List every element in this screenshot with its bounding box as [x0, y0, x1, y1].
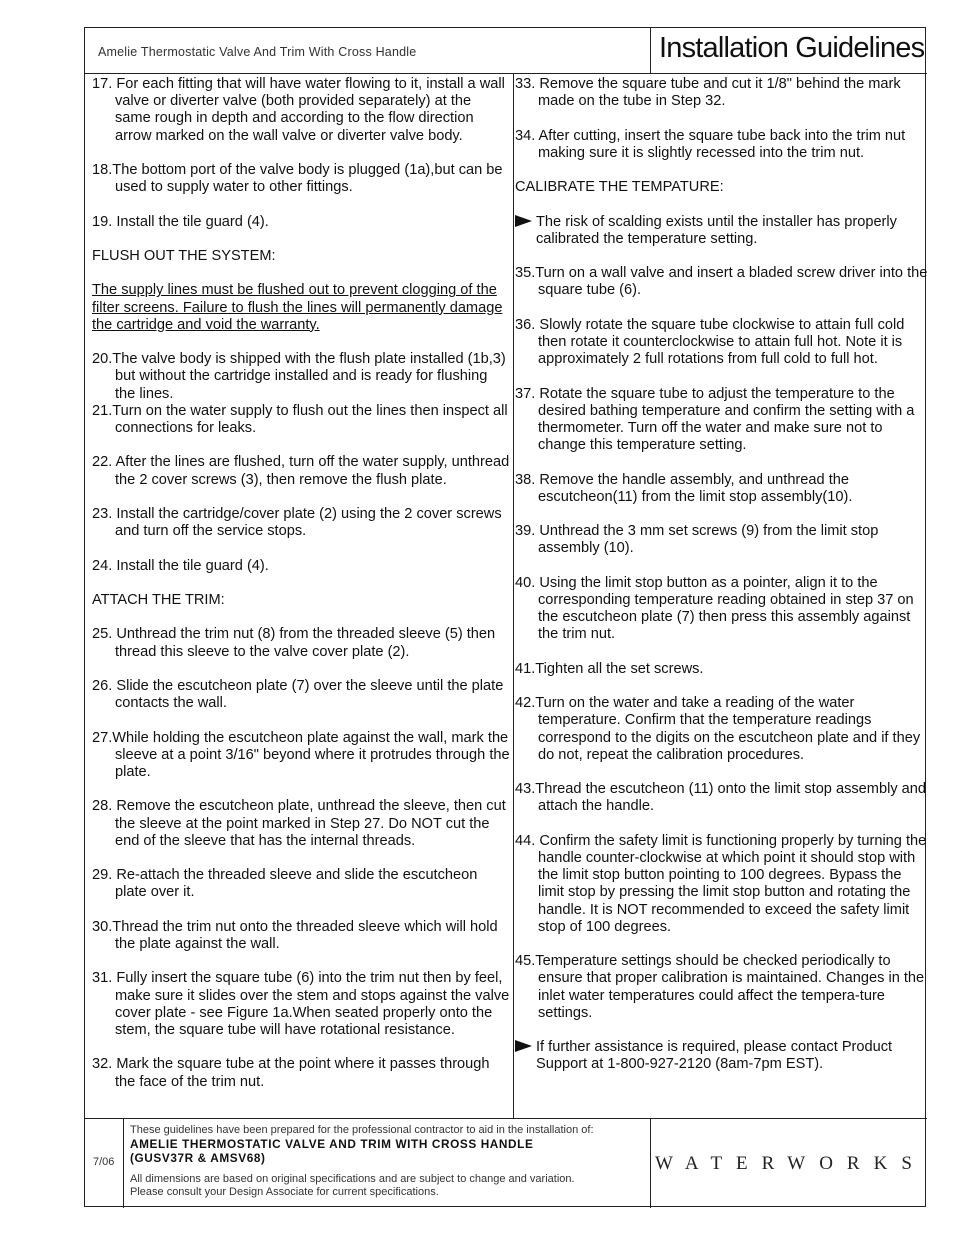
footer-date-cell [85, 1119, 124, 1208]
step-item: 37. Rotate the square tube to adjust the temperature to the desired bathing temperature and confirm the setting with a thermometer. Turn off the water and make sure not to change this temperature setting. [515, 385, 915, 454]
note-item [515, 1039, 929, 1073]
step-item: 22. After the lines are flushed, turn off the water supply, unthread the 2 cover screws (3), then remove the flush plate. [92, 454, 510, 488]
step-item: 36. Slowly rotate the square tube clockwise to attain full cold then rotate it counterclockwise to attain full hot. Note it is approximately 2 full rotations from full cold to full hot. [515, 316, 905, 368]
step-item: 21.Turn on the water supply to flush out the lines then inspect all connections for leaks. [92, 402, 508, 436]
step-item: 33. Remove the square tube and cut it 1/8" behind the mark made on the tube in Step 32. [515, 76, 901, 110]
left-column [92, 76, 510, 1091]
note-item [515, 214, 929, 248]
pointer-arrow-icon [515, 1040, 532, 1052]
step-item: 44. Confirm the safety limit is functioning properly by turning the handle counter-clockwise at which point it should stop with the limit stop button pointing to 100 degrees. Bypass the limit stop by pressing the limit stop button and rotating the handle. It is NOT recommended to exceed the safety limit stop of 100 degrees. [515, 832, 927, 935]
section-heading: ATTACH THE TRIM: [92, 591, 225, 608]
revision-date: 7/06 [93, 1156, 115, 1168]
step-item: 20.The valve body is shipped with the flush plate installed (1b,3) but without the cartridge installed and is ready for flushing the lines. [92, 351, 506, 402]
step-item: 27.While holding the escutcheon plate against the wall, mark the sleeve at a point 3/16" beyond where it protrudes through the plate. [92, 729, 510, 780]
section-heading: CALIBRATE THE TEMPATURE: [515, 179, 724, 196]
section-heading: FLUSH OUT THE SYSTEM: [92, 247, 276, 264]
step-item: 34. After cutting, insert the square tube back into the trim nut making sure it is slightly recessed into the trim nut. [515, 127, 906, 161]
footer [85, 1118, 927, 1208]
step-item: 24. Install the tile guard (4). [92, 557, 269, 574]
footer-info-cell [124, 1119, 651, 1208]
right-column [515, 76, 929, 1074]
step-item: 31. Fully insert the square tube (6) into the trim nut then by feel, make sure it slides over the stem and stops against the valve cover plate - see Figure 1a.When seated properly onto the stem, the square tube will have rotational resistance. [92, 970, 510, 1038]
disclaimer-line-2: Please consult your Design Associate for current specifications. [130, 1186, 439, 1198]
step-item: 45.Temperature settings should be checked periodically to ensure that proper calibration is maintained. Changes in the inlet water temperatures could affect the tempera-ture settings. [515, 953, 925, 1021]
step-item: 32. Mark the square tube at the point where it passes through the face of the trim nut. [92, 1056, 490, 1090]
brand-cell [651, 1119, 927, 1208]
prepared-note: These guidelines have been prepared for the professional contractor to aid in the installation of: [130, 1124, 594, 1136]
step-item: 42.Turn on the water and take a reading of the water temperature. Confirm that the temperature readings correspond to the digits on the escutcheon plate and if they do not, repeat the calibration procedures. [515, 695, 921, 763]
step-item: 38. Remove the handle assembly, and unthread the escutcheon(11) from the limit stop assembly(10). [515, 471, 853, 505]
step-item: 17. For each fitting that will have water flowing to it, install a wall valve or diverter valve (both provided separately) at the same rough in depth and according to the flow direction arrow marked on the wall valve or diverter valve body. [92, 76, 505, 144]
step-item: 35.Turn on a wall valve and insert a bladed screw driver into the square tube (6). [515, 265, 928, 299]
header-product-cell [85, 28, 651, 74]
warning-text: The supply lines must be flushed out to prevent clogging of the filter screens. Failure to flush the lines will permanently damage the cartridge and void the warranty. [92, 282, 503, 333]
column-divider [513, 74, 514, 1118]
step-item: 40. Using the limit stop button as a pointer, align it to the corresponding temperature reading obtained in step 37 on the escutcheon plate (7) then press this assembly against the trim nut. [515, 574, 914, 643]
step-item: 23. Install the cartridge/cover plate (2) using the 2 cover screws and turn off the service stops. [92, 505, 502, 540]
note-text: If further assistance is required, please contact Product Support at 1-800-927-2120 (8am-7pm EST). [536, 1039, 893, 1073]
document-frame [84, 27, 926, 1207]
header-title-cell [651, 28, 927, 74]
step-item: 29. Re-attach the threaded sleeve and slide the escutcheon plate over it. [92, 867, 478, 901]
step-item: 39. Unthread the 3 mm set screws (9) from the limit stop assembly (10). [515, 523, 879, 557]
product-name: Amelie Thermostatic Valve And Trim With Cross Handle [98, 45, 417, 59]
step-item: 30.Thread the trim nut onto the threaded sleeve which will hold the plate against the wall. [92, 918, 498, 952]
step-item: 28. Remove the escutcheon plate, unthread the sleeve, then cut the sleeve at the point marked in Step 27. Do NOT cut the end of the sleeve that has the internal threads. [92, 798, 506, 849]
step-item: 18.The bottom port of the valve body is plugged (1a),but can be used to supply water to other fittings. [92, 162, 503, 196]
footer-model-numbers: (GUSV37R & AMSV68) [130, 1151, 266, 1165]
footer-product-name: AMELIE THERMOSTATIC VALVE AND TRIM WITH CROSS HANDLE [130, 1137, 534, 1151]
brand-logo: WATERWORKS [655, 1153, 926, 1174]
step-item: 41.Tighten all the set screws. [515, 660, 704, 677]
step-item: 25. Unthread the trim nut (8) from the threaded sleeve (5) then thread this sleeve to the valve cover plate (2). [92, 626, 496, 660]
pointer-arrow-icon [515, 215, 532, 227]
step-item: 26. Slide the escutcheon plate (7) over the sleeve until the plate contacts the wall. [92, 677, 504, 712]
step-item: 19. Install the tile guard (4). [92, 213, 269, 230]
page-title: Installation Guidelines [659, 32, 925, 64]
step-item: 43.Thread the escutcheon (11) onto the limit stop assembly and attach the handle. [515, 781, 927, 815]
note-text: The risk of scalding exists until the installer has properly calibrated the temperature setting. [536, 213, 897, 247]
disclaimer-line-1: All dimensions are based on original specifications and are subject to change and variation. [130, 1173, 575, 1185]
